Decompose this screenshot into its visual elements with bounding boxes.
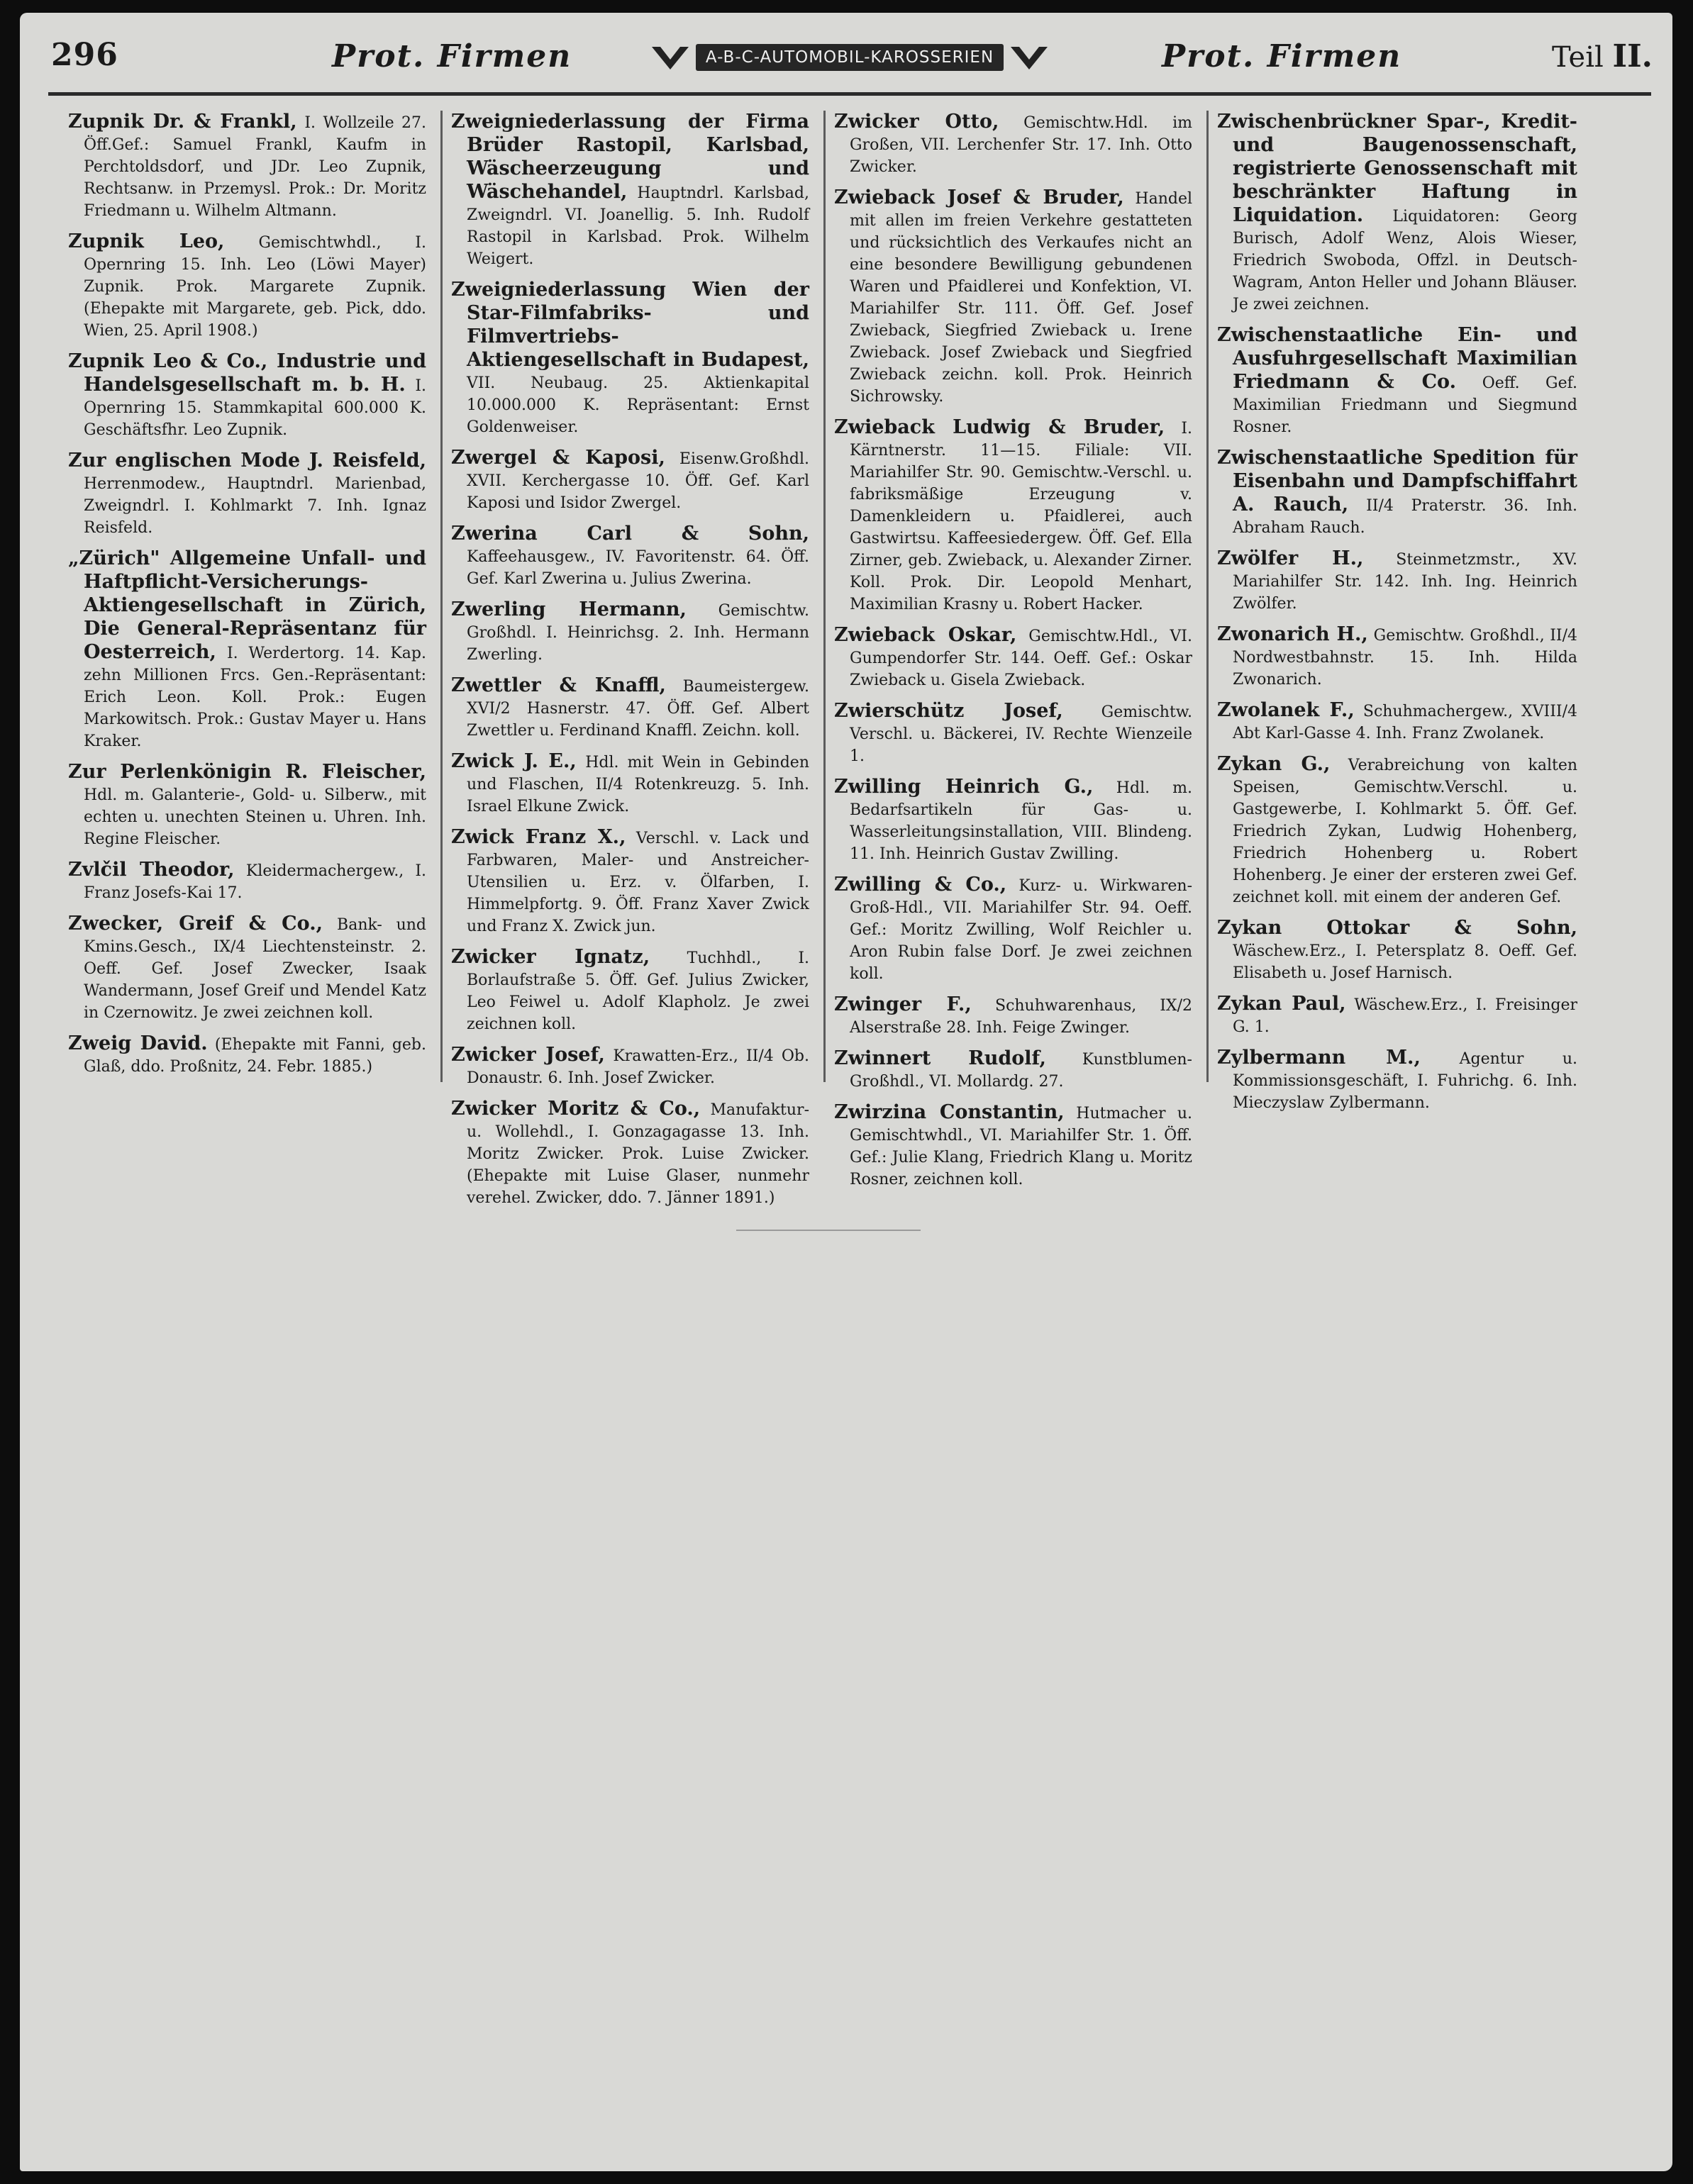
firm-name: Zwettler & Knaffl, — [451, 674, 666, 696]
running-head-left: Prot. Firmen — [332, 38, 572, 74]
directory-entry — [1217, 993, 1577, 1038]
firm-name: Zwicker Otto, — [834, 111, 999, 133]
column-1 — [60, 111, 443, 1082]
directory-entry — [451, 111, 809, 270]
firm-name: Zur englischen Mode J. Reisfeld, — [68, 450, 426, 472]
firm-details: Eisenw.Großhdl. XVII. Kerchergasse 10. Öff. Gef. Karl Kaposi und Isidor Zwergel. — [467, 450, 809, 512]
firm-name: Zwick J. E., — [451, 750, 577, 772]
directory-entry — [451, 447, 809, 514]
firm-name: Zwieback Josef & Bruder, — [834, 186, 1124, 208]
directory-entry — [834, 776, 1192, 865]
directory-entry — [834, 111, 1192, 178]
firm-details: Wäschew.Erz., I. Petersplatz 8. Oeff. Gef. Elisabeth u. Josef Harnisch. — [1233, 942, 1577, 982]
column-2 — [443, 111, 826, 1207]
firm-details: Gemischtw. Großhdl. I. Heinrichsg. 2. Inh. Hermann Zwerling. — [467, 602, 809, 664]
firm-name: Zvlčil Theodor, — [68, 859, 235, 881]
firm-name: Zwieback Oskar, — [834, 624, 1017, 646]
firm-name: Zwicker Josef, — [451, 1044, 605, 1066]
firm-details: VII. Neubaug. 25. Aktienkapital 10.000.000 K. Repräsentant: Ernst Goldenweiser. — [467, 374, 809, 436]
firm-details: Schuhwarenhaus, IX/2 Alserstraße 28. Inh. Feige Zwinger. — [850, 997, 1192, 1037]
firm-details: Liquidatoren: Georg Burisch, Adolf Wenz, Alois Wieser, Friedrich Swoboda, Offzl. in Deutsch-Wagram, Anton Heller und Johann Bläuser. Je zwei zeichnen. — [1233, 208, 1577, 313]
directory-entry — [68, 1032, 426, 1078]
directory-page — [20, 13, 1672, 2171]
firm-details: I. Wollzeile 27. Öff.Gef.: Samuel Frankl, Kaufm in Perchtoldsdorf, und JDr. Leo Zupnik, Rechtsanw. in Przemysl. Prok.: Dr. Moritz Friedmann u. Wilhelm Altmann. — [84, 114, 426, 220]
directory-entry — [68, 111, 426, 222]
directory-entry — [451, 946, 809, 1035]
running-head-right: Prot. Firmen — [1162, 38, 1402, 74]
firm-details: Schuhmachergew., XVIII/4 Abt Karl-Gasse 4. Inh. Franz Zwolanek. — [1233, 703, 1577, 742]
firm-details: Hdl. m. Galanterie-, Gold- u. Silberw., mit echten u. unechten Steinen u. Uhren. Inh. Regine Fleischer. — [84, 786, 426, 848]
firm-details: Kaffeehausgew., IV. Favoritenstr. 64. Öff. Gef. Karl Zwerina u. Julius Zwerina. — [467, 548, 809, 588]
firm-name: Zwilling & Co., — [834, 874, 1007, 896]
firm-details: Hdl. mit Wein in Gebinden und Flaschen, II/4 Rotenkreuzg. 5. Inh. Israel Elkune Zwick. — [467, 754, 809, 815]
firm-details: Kleidermachergew., I. Franz Josefs-Kai 17. — [84, 862, 427, 902]
part-label: Teil — [1551, 41, 1604, 74]
directory-entry — [451, 279, 809, 438]
header-rule — [48, 92, 1651, 96]
firm-details: I. Opernring 15. Stammkapital 600.000 K. Geschäftsfhr. Leo Zupnik. — [84, 377, 426, 439]
firm-name: Zwergel & Kaposi, — [451, 447, 665, 469]
firm-name: Zwieback Ludwig & Bruder, — [834, 416, 1165, 438]
firm-details: (Ehepakte mit Fanni, geb. Glaß, ddo. Proßnitz, 24. Febr. 1885.) — [84, 1036, 426, 1076]
firm-name: Zykan G., — [1217, 753, 1331, 775]
directory-entry — [1217, 547, 1577, 615]
firm-name: Zwicker Moritz & Co., — [451, 1098, 701, 1120]
firm-name: Zweigniederlassung der Firma Brüder Rastopil, Karlsbad, Wäscheerzeugung und Wäschehandel, — [451, 111, 809, 203]
directory-entry — [451, 674, 809, 742]
firm-details: Hdl. m. Bedarfsartikeln für Gas- u. Wasserleitungsinstallation, VIII. Blindeng. 11. Inh. Heinrich Gustav Zwilling. — [850, 779, 1192, 863]
firm-details: Kunstblumen-Großhdl., VI. Mollardg. 27. — [850, 1051, 1192, 1091]
part-indicator — [1552, 38, 1653, 74]
firm-name: Zupnik Leo & Co., Industrie und Handelsgesellschaft m. b. H. — [68, 350, 426, 396]
directory-entry — [68, 859, 426, 904]
firm-name: Zwischenbrückner Spar-, Kredit- und Baugenossenschaft, registrierte Genossenschaft mit beschränkter Haftung in Liquidation. — [1217, 111, 1577, 226]
directory-entry — [68, 547, 426, 752]
firm-details: Bank- und Kmins.Gesch., IX/4 Liechtensteinstr. 2. Oeff. Gef. Josef Zwecker, Isaak Wandermann, Josef Greif und Mendel Katz in Czernowitz. Je zwei zeichnen koll. — [84, 916, 426, 1022]
firm-name: Zwischenstaatliche Ein- und Ausfuhrgesellschaft Maximilian Friedmann & Co. — [1217, 324, 1577, 393]
firm-details: Gemischtw. Verschl. u. Bäckerei, IV. Rechte Wienzeile 1. — [850, 703, 1192, 765]
firm-details: Manufaktur- u. Wollehdl., I. Gonzagagasse 13. Inh. Moritz Zwicker. Prok. Luise Zwicker. (Ehepakte mit Luise Glaser, nunmehr verehel. Zwicker, ddo. 7. Jänner 1891.) — [467, 1101, 809, 1207]
firm-name: Zwinnert Rudolf, — [834, 1047, 1046, 1069]
firm-name: „Zürich" Allgemeine Unfall- und Haftpflicht-Versicherungs-Aktiengesellschaft in Zürich, Die General-Repräsentanz für Oesterreich, — [68, 547, 426, 663]
directory-entry — [1217, 111, 1577, 316]
firm-details: Hauptndrl. Karlsbad, Zweigndrl. VI. Joanellig. 5. Inh. Rudolf Rastopil in Karlsbad. Prok. Wilhelm Weigert. — [467, 184, 809, 268]
directory-entry — [1217, 917, 1577, 984]
firm-name: Zwölfer H., — [1217, 547, 1364, 569]
car-logo-icon — [649, 41, 692, 74]
firm-name: Zupnik Dr. & Frankl, — [68, 111, 297, 133]
firm-details: Verabreichung von kalten Speisen, Gemischtw.Verschl. u. Gastgewerbe, I. Kohlmarkt 5. Öff. Gef. Friedrich Zykan, Ludwig Hohenberg, Friedrich Hohenberg u. Robert Hohenberg. Je einer der ersteren zwei Gef. zeichnet koll. mit einem der anderen Gef. — [1233, 757, 1578, 906]
firm-name: Zwierschütz Josef, — [834, 700, 1063, 722]
directory-entry — [68, 913, 426, 1024]
firm-name: Zwecker, Greif & Co., — [68, 913, 323, 935]
firm-details: Gemischtw. Großhdl., II/4 Nordwestbahnstr. 15. Inh. Hilda Zwonarich. — [1233, 627, 1577, 689]
firm-name: Zylbermann M., — [1217, 1047, 1421, 1069]
firm-details: Steinmetzmstr., XV. Mariahilfer Str. 142. Inh. Ing. Heinrich Zwölfer. — [1233, 551, 1578, 613]
firm-details: Tuchhdl., I. Borlaufstraße 5. Öff. Gef. Julius Zwicker, Leo Feiwel u. Adolf Klapholz. Je zwei zeichnen koll. — [467, 949, 810, 1033]
firm-name: Zykan Paul, — [1217, 993, 1346, 1015]
directory-entry — [1217, 1047, 1577, 1114]
firm-name: Zur Perlenkönigin R. Fleischer, — [68, 761, 426, 783]
directory-entry — [68, 230, 426, 342]
firm-details: Agentur u. Kommissionsgeschäft, I. Fuhrichg. 6. Inh. Mieczyslaw Zylbermann. — [1233, 1050, 1577, 1112]
directory-entry — [451, 523, 809, 590]
directory-entry — [68, 761, 426, 850]
firm-details: II/4 Praterstr. 36. Inh. Abraham Rauch. — [1233, 497, 1577, 537]
directory-entry — [1217, 753, 1577, 908]
firm-name: Zwilling Heinrich G., — [834, 776, 1094, 798]
directory-entry — [834, 186, 1192, 408]
directory-entry — [1217, 623, 1577, 691]
directory-entry — [834, 624, 1192, 691]
firm-details: Baumeistergew. XVI/2 Hasnerstr. 47. Öff. Gef. Albert Zwettler u. Ferdinand Knaffl. Zeichn. koll. — [467, 678, 809, 740]
directory-entry — [834, 700, 1192, 767]
banner-text: A-B-C-AUTOMOBIL-KAROSSERIEN — [696, 44, 1004, 71]
page-number: 296 — [51, 37, 118, 73]
entry-columns — [60, 111, 1648, 1207]
firm-name: Zwicker Ignatz, — [451, 946, 650, 968]
directory-entry — [68, 450, 426, 539]
car-logo-icon — [1008, 41, 1050, 74]
firm-name: Zweig David. — [68, 1032, 208, 1054]
firm-name: Zwolanek F., — [1217, 699, 1355, 721]
part-number: II. — [1612, 38, 1653, 74]
directory-entry — [1217, 699, 1577, 745]
firm-name: Zwischenstaatliche Spedition für Eisenbahn und Dampfschiffahrt A. Rauch, — [1217, 447, 1577, 516]
directory-entry — [451, 1044, 809, 1089]
directory-entry — [451, 1098, 809, 1209]
firm-name: Zwirzina Constantin, — [834, 1101, 1065, 1123]
firm-details: Oeff. Gef. Maximilian Friedmann und Siegmund Rosner. — [1233, 374, 1577, 436]
firm-name: Zwinger F., — [834, 993, 972, 1015]
directory-entry — [1217, 447, 1577, 539]
column-3 — [826, 111, 1209, 1188]
firm-details: Herrenmodew., Hauptndrl. Marienbad, Zweigndrl. I. Kohlmarkt 7. Inh. Ignaz Reisfeld. — [84, 475, 426, 537]
page-header — [34, 33, 1658, 82]
firm-name: Zwonarich H., — [1217, 623, 1368, 645]
firm-details: Wäschew.Erz., I. Freisinger G. 1. — [1233, 996, 1578, 1036]
firm-details: Gemischtw.Hdl., VI. Gumpendorfer Str. 144. Oeff. Gef.: Oskar Zwieback u. Gisela Zwieback. — [850, 628, 1192, 689]
column-4 — [1209, 111, 1592, 1112]
firm-details: Verschl. v. Lack und Farbwaren, Maler- und Anstreicher-Utensilien u. Erz. v. Ölfarben, I. Himmelpfortg. 9. Öff. Franz Xaver Zwick und Franz X. Zwick jun. — [467, 830, 809, 935]
firm-name: Zwerling Hermann, — [451, 598, 687, 620]
advertisement-banner — [665, 40, 1034, 75]
directory-entry — [834, 1047, 1192, 1093]
directory-entry — [451, 826, 809, 937]
directory-entry — [1217, 324, 1577, 438]
firm-name: Zweigniederlassung Wien der Star-Filmfabriks- und Filmvertriebs-Aktiengesellschaft in Budapest, — [451, 279, 809, 371]
firm-details: Hutmacher u. Gemischtwhdl., VI. Mariahilfer Str. 1. Öff. Gef.: Julie Klang, Friedrich Klang u. Moritz Rosner, zeichnen koll. — [850, 1105, 1193, 1188]
firm-details: Gemischtwhdl., I. Opernring 15. Inh. Leo (Löwi Mayer) Zupnik. Prok. Margarete Zupnik. (Ehepakte mit Margarete, geb. Pick, ddo. Wien, 25. April 1908.) — [84, 234, 426, 340]
firm-details: I. Werdertorg. 14. Kap. zehn Millionen Frcs. Gen.-Repräsentant: Erich Leon. Koll. Prok.: Eugen Markowitsch. Prok.: Gustav Mayer u. Hans Kraker. — [84, 645, 427, 750]
directory-entry — [834, 1101, 1192, 1191]
firm-name: Zykan Ottokar & Sohn, — [1217, 917, 1577, 939]
firm-name: Zwerina Carl & Sohn, — [451, 523, 809, 545]
firm-details: I. Kärntnerstr. 11—15. Filiale: VII. Mariahilfer Str. 90. Gemischtw.-Verschl. u. fabriksmäßige Erzeugung v. Damenkleidern u. Pfaidlerei, auch Gastwirtsu. Kaffeesiedergew. Öff. Gef. Ella Zirner, geb. Zwieback, u. Alexander Zirner. Koll. Prok. Dir. Leopold Menhart, Maximilian Krasny u. Robert Hacker. — [850, 420, 1192, 613]
directory-entry — [451, 598, 809, 666]
firm-name: Zupnik Leo, — [68, 230, 225, 252]
firm-details: Gemischtw.Hdl. im Großen, VII. Lerchenfer Str. 17. Inh. Otto Zwicker. — [850, 114, 1193, 176]
directory-entry — [451, 750, 809, 818]
directory-entry — [834, 874, 1192, 985]
firm-details: Krawatten-Erz., II/4 Ob. Donaustr. 6. Inh. Josef Zwicker. — [467, 1047, 809, 1087]
firm-name: Zwick Franz X., — [451, 826, 626, 848]
directory-entry — [834, 416, 1192, 615]
directory-entry — [68, 350, 426, 441]
firm-details: Kurz- u. Wirkwaren-Groß-Hdl., VII. Mariahilfer Str. 94. Oeff. Gef.: Moritz Zwilling, Wolf Reichler u. Aron Rubin false Dorf. Je zwei zeichnen koll. — [850, 877, 1193, 983]
firm-details: Handel mit allen im freien Verkehre gestatteten und rücksichtlich des Verkaufes nicht an eine besondere Bewilligung gebundenen Waren und Pfaidlerei und Konfektion, VI. Mariahilfer Str. 111. Öff. Gef. Josef Zwieback, Siegfried Zwieback u. Irene Zwieback. Josef Zwieback und Siegfried Zwieback zeichn. koll. Prok. Heinrich Sichrowsky. — [850, 190, 1193, 406]
end-rule — [736, 1230, 921, 1231]
directory-entry — [834, 993, 1192, 1039]
